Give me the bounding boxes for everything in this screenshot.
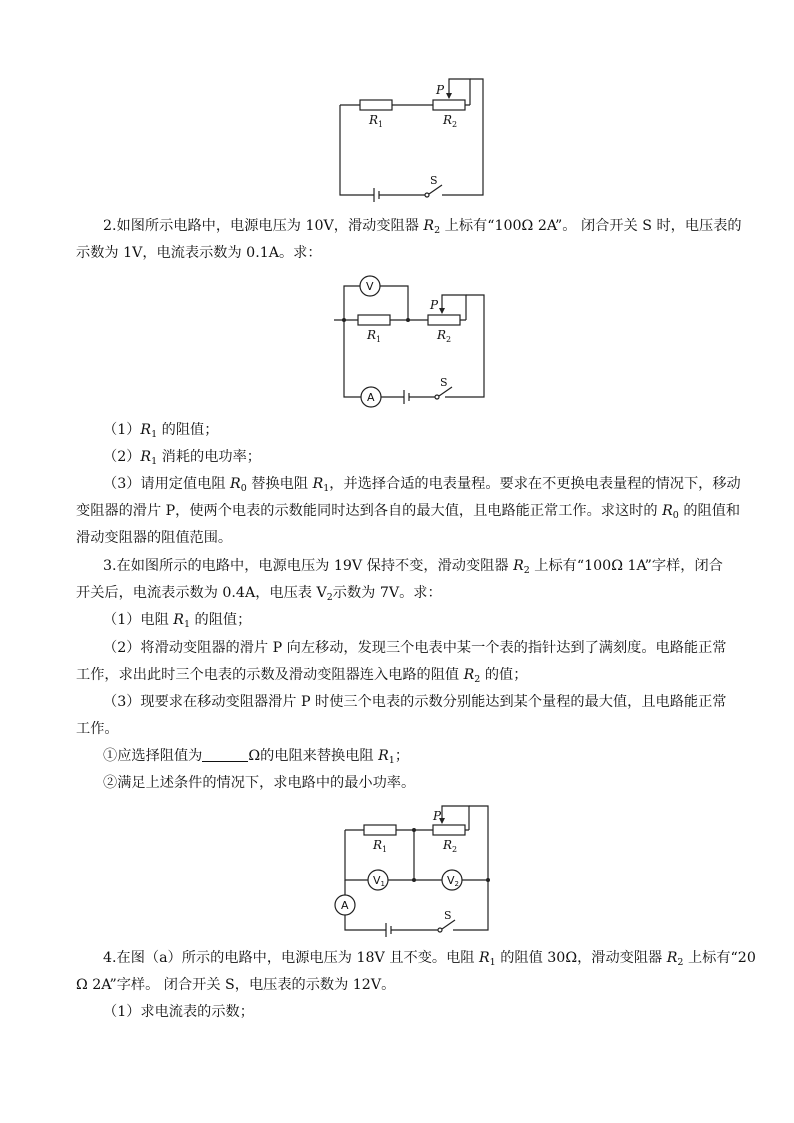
q2-sub-2: $(2)R_1$ 消耗的电功率；: [103, 449, 261, 467]
q3-sub-3-line-1: （3）现要求在移动变阻器滑片 P 时使三个电表的示数分别能达到某个量程的最大值，且电路能正常: [103, 694, 727, 710]
svg-text:A: A: [367, 391, 375, 404]
q3-sub-1: （1）电阻 $R_1$ 的阻值；: [103, 612, 252, 630]
svg-text:A: A: [341, 899, 349, 912]
svg-text:S: S: [440, 376, 448, 389]
circuit-diagram-2: [334, 268, 494, 416]
q2-sub-1: $(1)R_1$ 的阻值；: [103, 422, 219, 440]
q3-line-1: 3.在如图所示的电路中，电源电压为 19V 保持不变，滑动变阻器 $R_2$ 上标有“100Ω 1A”字样，闭合: [103, 558, 723, 576]
q2-sub-3-line-3: 滑动变阻器的阻值范围。: [76, 530, 233, 546]
answer-blank: [202, 747, 248, 762]
q2-sub-3-line-2: 变阻器的滑片 P，使两个电表的示数能同时达到各自的最大值，且电路能正常工作。求这时的 $R_0$ 的阻值和: [76, 503, 741, 521]
rheostat-r2: [428, 315, 460, 325]
svg-text:R1: $R_1$: [367, 328, 382, 344]
q3-line-2: 开关后，电流表示数为 0.4A，电压表 $V_2$示数为 7V。求：: [76, 585, 442, 603]
q2-line-1: 2.如图所示电路中，电源电压为 10V，滑动变阻器 $R_2$ 上标有“100Ω 2A”。 闭合开关 S 时，电压表的: [103, 218, 742, 236]
q3-sub-3-line-2: 工作。: [76, 721, 119, 737]
resistor-r1: [364, 825, 396, 835]
resistor-r1: [358, 315, 390, 325]
svg-text:S: S: [430, 174, 438, 187]
q4-line-1: 4.在图（a）所示的电路中，电源电压为 18V 且不变。电阻 $R_1$ 的阻值 30Ω，滑动变阻器 $R_2$ 上标有“20: [103, 950, 756, 968]
svg-text:R2: $R_2$: [437, 328, 452, 344]
q2-line-2: 示数为 1V，电流表示数为 0.1A。求：: [76, 245, 322, 261]
rheostat-r2: [433, 825, 465, 835]
q3-item-2: ②满足上述条件的情况下，求电路中的最小功率。: [103, 775, 416, 791]
q3-sub-2-line-2: 工作，求出此时三个电表的示数及滑动变阻器连入电路的阻值 $R_2$ 的值；: [76, 667, 528, 685]
svg-text:P: P: [430, 298, 439, 312]
svg-text:P: P: [433, 809, 442, 823]
q2-sub-3-line-1: （3）请用定值电阻 $R_0$ 替换电阻 $R_1$，并选择合适的电表量程。要求在不更换电表量程的情况下，移动: [103, 476, 741, 494]
svg-text:V2: V2: [447, 874, 459, 888]
svg-text:R2: $R_2$: [443, 838, 458, 854]
q4-sub-1: （1）求电流表的示数；: [103, 1004, 254, 1020]
q3-sub-2-line-1: （2）将滑动变阻器的滑片 P 向左移动，发现三个电表中某一个表的指针达到了满刻度。电路能正常: [103, 640, 727, 656]
svg-text:R1: $R_1$: [373, 838, 388, 854]
q3-item-1: ①应选择阻值为 Ω的电阻来替换电阻 $R_1$；: [103, 748, 410, 766]
svg-text:V: V: [366, 280, 374, 293]
svg-text:P: P: [436, 83, 445, 97]
q4-line-2: Ω 2A”字样。 闭合开关 S，电压表的示数为 12V。: [76, 977, 396, 993]
rheostat-r2: [433, 100, 465, 110]
svg-text:R2: $R_2$: [443, 113, 458, 129]
circuit-diagram-1: [330, 72, 500, 202]
resistor-r1: [360, 100, 392, 110]
circuit-diagram-3: [326, 800, 496, 948]
svg-text:R1: $R_1$: [369, 113, 384, 129]
svg-text:S: S: [444, 909, 452, 922]
svg-text:V1: V1: [373, 874, 385, 888]
